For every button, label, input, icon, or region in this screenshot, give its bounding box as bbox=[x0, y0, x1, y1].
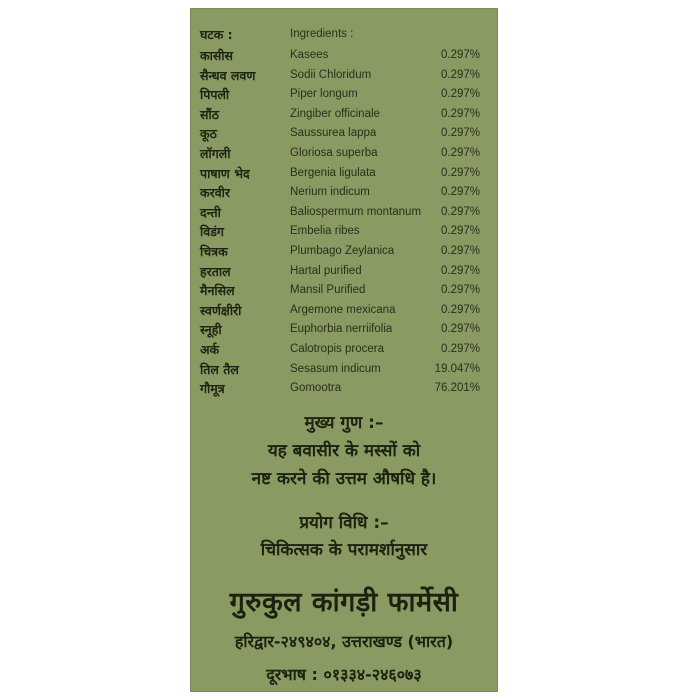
ingredient-hindi: करवीर bbox=[200, 185, 231, 201]
ingredient-hindi: पिपली bbox=[200, 87, 230, 103]
ingredient-percent: 0.297% bbox=[440, 343, 480, 355]
header-hindi: घटक : bbox=[200, 27, 233, 42]
ingredient-english: Baliospermum montanum bbox=[290, 205, 422, 218]
ingredient-hindi: तिल तैल bbox=[200, 361, 239, 377]
ingredient-hindi: विडंग bbox=[200, 224, 224, 240]
ingredient-percent: 19.047% bbox=[434, 362, 480, 375]
ingredient-row bbox=[190, 164, 498, 183]
ingredient-hindi: गौमूत्र bbox=[200, 381, 225, 397]
ingredient-percent: 0.297% bbox=[440, 323, 480, 336]
ingredient-row bbox=[190, 183, 498, 202]
ingredient-percent: 0.297% bbox=[440, 245, 480, 257]
ingredient-row bbox=[190, 124, 498, 143]
ingredient-hindi: चित्रक bbox=[200, 244, 228, 259]
ingredient-hindi: कूठ bbox=[200, 126, 217, 142]
ingredient-english: Hartal purified bbox=[290, 264, 362, 277]
ingredient-percent: 0.297% bbox=[440, 166, 480, 179]
ingredient-percent: 0.297% bbox=[440, 88, 480, 101]
manufacturer-phone: दूरभाष : ०१३३४-२४६०७३ bbox=[266, 665, 422, 684]
ingredient-hindi: कासीस bbox=[200, 48, 233, 63]
main-property-line1: यह बवासीर के मस्सों को bbox=[267, 441, 421, 461]
usage-text: चिकित्सक के परामर्शानुसार bbox=[260, 540, 428, 560]
manufacturer-name: गुरुकुल कांगड़ी फार्मेसी bbox=[229, 587, 459, 618]
ingredient-hindi: स्वर्णक्षीरी bbox=[200, 302, 242, 318]
ingredient-row bbox=[190, 242, 498, 261]
ingredient-percent: 0.297% bbox=[440, 147, 480, 159]
ingredient-row bbox=[190, 222, 498, 241]
ingredient-hindi: स्नूही bbox=[200, 322, 222, 338]
ingredient-english: Nerium indicum bbox=[290, 186, 370, 199]
ingredient-hindi: सौंठ bbox=[200, 106, 219, 122]
header-english: Ingredients : bbox=[290, 28, 354, 40]
main-property-line2: नष्ट करने की उत्तम औषधि है। bbox=[251, 469, 437, 489]
ingredient-percent: 0.297% bbox=[440, 264, 480, 277]
ingredient-percent: 0.297% bbox=[440, 225, 480, 238]
ingredient-percent: 0.297% bbox=[440, 127, 480, 140]
usage-heading: प्रयोग विधि :– bbox=[299, 513, 389, 533]
ingredient-english: Saussurea lappa bbox=[290, 127, 377, 140]
ingredient-row bbox=[190, 144, 498, 163]
ingredient-percent: 0.297% bbox=[440, 303, 480, 316]
ingredient-row bbox=[190, 85, 498, 104]
ingredient-english: Embelia ribes bbox=[290, 225, 360, 238]
ingredient-percent: 0.297% bbox=[440, 205, 480, 218]
ingredient-row bbox=[190, 379, 498, 398]
ingredient-percent: 0.297% bbox=[440, 68, 480, 81]
ingredient-english: Sesasum indicum bbox=[290, 362, 381, 375]
ingredient-percent: 76.201% bbox=[434, 382, 480, 395]
ingredient-row bbox=[190, 360, 498, 379]
ingredient-hindi: मैनसिल bbox=[200, 283, 235, 299]
ingredient-hindi: अर्क bbox=[200, 342, 220, 357]
ingredient-english: Plumbago Zeylanica bbox=[290, 245, 395, 257]
ingredient-row bbox=[190, 66, 498, 85]
ingredient-hindi: सैन्धव लवण bbox=[200, 67, 256, 83]
ingredient-hindi: दन्ती bbox=[200, 204, 221, 220]
ingredient-row bbox=[190, 320, 498, 339]
main-property-heading: मुख्य गुण :– bbox=[304, 413, 384, 433]
ingredient-row bbox=[190, 203, 498, 222]
manufacturer-address: हरिद्वार-२४९४०४, उत्तराखण्ड (भारत) bbox=[234, 632, 454, 651]
ingredient-english: Zingiber officinale bbox=[290, 107, 380, 120]
ingredient-english: Mansil Purified bbox=[290, 284, 366, 297]
ingredient-percent: 0.297% bbox=[440, 107, 480, 120]
ingredients-header bbox=[190, 25, 498, 44]
ingredient-english: Euphorbia nerriifolia bbox=[290, 323, 393, 336]
ingredient-row bbox=[190, 105, 498, 124]
ingredient-english: Piper longum bbox=[290, 88, 358, 101]
ingredient-row bbox=[190, 301, 498, 320]
ingredient-hindi: लॉगली bbox=[200, 146, 231, 161]
ingredient-english: Kasees bbox=[290, 49, 329, 61]
ingredient-english: Calotropis procera bbox=[290, 343, 384, 355]
ingredient-english: Gloriosa superba bbox=[290, 147, 378, 159]
ingredient-percent: 0.297% bbox=[440, 186, 480, 199]
ingredient-row bbox=[190, 262, 498, 281]
ingredient-english: Bergenia ligulata bbox=[290, 166, 376, 179]
ingredient-hindi: हरताल bbox=[200, 263, 231, 279]
ingredient-row bbox=[190, 46, 498, 65]
ingredient-percent: 0.297% bbox=[440, 284, 480, 297]
ingredient-english: Argemone mexicana bbox=[290, 303, 396, 316]
ingredient-row bbox=[190, 340, 498, 359]
ingredient-percent: 0.297% bbox=[440, 49, 480, 61]
ingredient-row bbox=[190, 281, 498, 300]
ingredient-english: Gomootra bbox=[290, 382, 342, 395]
ingredient-english: Sodii Chloridum bbox=[290, 68, 372, 81]
product-label bbox=[190, 8, 498, 692]
ingredient-hindi: पाषाण भेद bbox=[200, 165, 250, 181]
